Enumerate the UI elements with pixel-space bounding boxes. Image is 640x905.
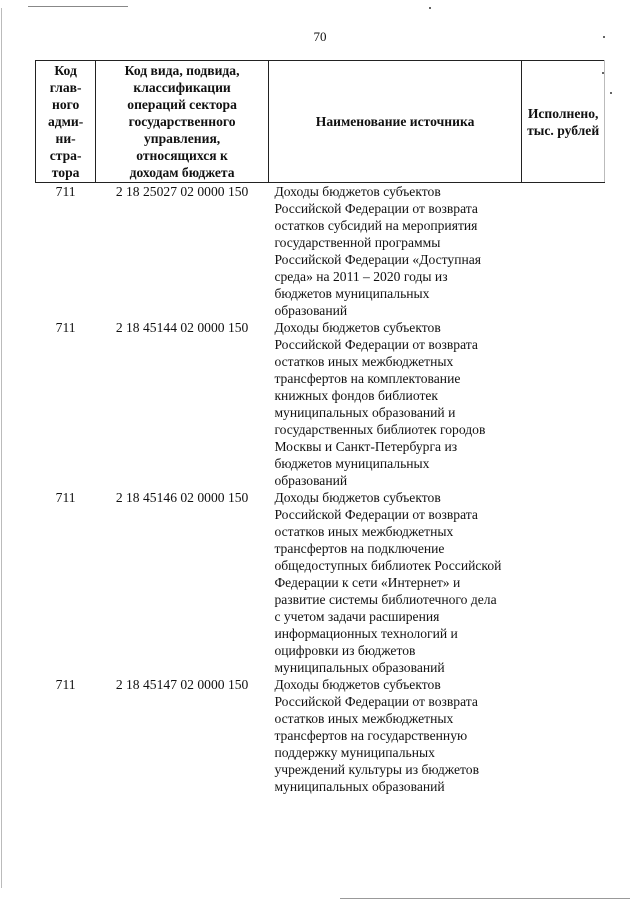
source-name-line: остатков иных межбюджетных (274, 354, 454, 369)
table-row (36, 319, 605, 489)
scan-edge-bottom (340, 898, 630, 899)
source-name-line: трансфертов на комплектование (274, 371, 461, 386)
source-name-line: поддержку муниципальных (274, 745, 435, 760)
row-classification-code: 2 18 45144 02 0000 150 (115, 320, 249, 335)
header-line: тыс. рублей (527, 122, 600, 138)
row-source-name (268, 319, 521, 489)
header-classification-code (96, 61, 269, 183)
header-line: относящихся к (136, 148, 228, 163)
source-name-line: развитие системы библиотечного дела (274, 592, 497, 607)
scan-edge-left (1, 8, 2, 888)
source-name-line: информационных технологий и (274, 626, 458, 641)
row-executed (522, 489, 605, 676)
row-classification-code: 2 18 45147 02 0000 150 (115, 677, 249, 692)
source-name-line: Доходы бюджетов субъектов (274, 320, 441, 335)
header-line: ни- (55, 131, 76, 146)
row-admin-code: 711 (55, 320, 76, 335)
source-name-line: бюджетов муниципальных (274, 286, 430, 301)
header-line: ного (51, 97, 80, 112)
row-source-name (268, 489, 521, 676)
row-admin-code: 711 (55, 490, 76, 505)
header-line: доходам бюджета (129, 165, 235, 180)
table-row (36, 489, 605, 676)
header-line: операций сектора (127, 97, 237, 112)
header-line: глав- (49, 80, 82, 95)
source-name-line: муниципальных образований (274, 779, 445, 794)
header-line: Исполнено, (527, 105, 599, 121)
source-name-line: остатков иных межбюджетных (274, 711, 454, 726)
header-line: адми- (47, 114, 84, 129)
source-name-line: с учетом задачи расширения (274, 609, 440, 624)
source-name-line: трансфертов на подключение (274, 541, 445, 556)
source-name-line: государственных библиотек городов (274, 422, 486, 437)
source-name-line: оцифровки из бюджетов (274, 643, 416, 658)
source-name-line: муниципальных образований (274, 660, 445, 675)
source-name-line: государственной программы (274, 235, 441, 250)
source-name-line: трансфертов на государственную (274, 728, 468, 743)
header-line: управления, (143, 131, 221, 146)
row-executed (522, 183, 605, 320)
source-name-line: Российской Федерации от возврата (274, 337, 478, 352)
row-admin-code: 711 (55, 677, 76, 692)
header-line: государственного (128, 114, 236, 129)
row-executed (522, 319, 605, 489)
page-number: 70 (313, 29, 327, 44)
header-line: стра- (49, 148, 82, 163)
source-name-line: Москвы и Санкт-Петербурга из (274, 439, 458, 454)
source-name-line: образований (274, 303, 348, 318)
source-name-line: муниципальных образований и (274, 405, 456, 420)
scan-speck (610, 92, 612, 94)
source-name-line: среда» на 2011 – 2020 годы из (274, 269, 448, 284)
header-line: Код вида, подвида, (124, 63, 240, 78)
source-name-line: Доходы бюджетов субъектов (274, 184, 441, 199)
scan-edge-top (28, 6, 128, 7)
row-source-name (268, 183, 521, 320)
header-line: классификации (133, 80, 231, 95)
source-name-line: Российской Федерации от возврата (274, 694, 478, 709)
source-name-line: Федерации к сети «Интернет» и (274, 575, 461, 590)
sources-table (35, 60, 605, 795)
header-line: Код (54, 63, 77, 78)
source-name-line: книжных фондов библиотек (274, 388, 439, 403)
source-name-line: Доходы бюджетов субъектов (274, 490, 441, 505)
header-line: тора (51, 165, 80, 180)
table-body (36, 183, 605, 796)
source-name-line: остатков иных межбюджетных (274, 524, 454, 539)
header-admin-code (36, 61, 96, 183)
table-row (36, 676, 605, 795)
header-line: Наименование источника (315, 114, 475, 129)
row-classification-code: 2 18 25027 02 0000 150 (115, 184, 249, 199)
scan-speck (429, 7, 431, 9)
source-name-line: остатков субсидий на мероприятия (274, 218, 478, 233)
table-row (36, 183, 605, 320)
row-classification-code: 2 18 45146 02 0000 150 (115, 490, 249, 505)
source-name-line: общедоступных библиотек Российской (274, 558, 502, 573)
row-admin-code: 711 (55, 184, 76, 199)
source-name-line: Российской Федерации от возврата (274, 507, 478, 522)
row-executed (522, 676, 605, 795)
source-name-line: образований (274, 473, 348, 488)
source-name-line: Российской Федерации от возврата (274, 201, 478, 216)
row-source-name (268, 676, 521, 795)
source-name-line: Российской Федерации «Доступная (274, 252, 482, 267)
header-executed (522, 61, 605, 183)
source-name-line: бюджетов муниципальных (274, 456, 430, 471)
source-name-line: учреждений культуры из бюджетов (274, 762, 479, 777)
header-source-name (268, 61, 521, 183)
source-name-line: Доходы бюджетов субъектов (274, 677, 441, 692)
table-header (36, 61, 605, 183)
